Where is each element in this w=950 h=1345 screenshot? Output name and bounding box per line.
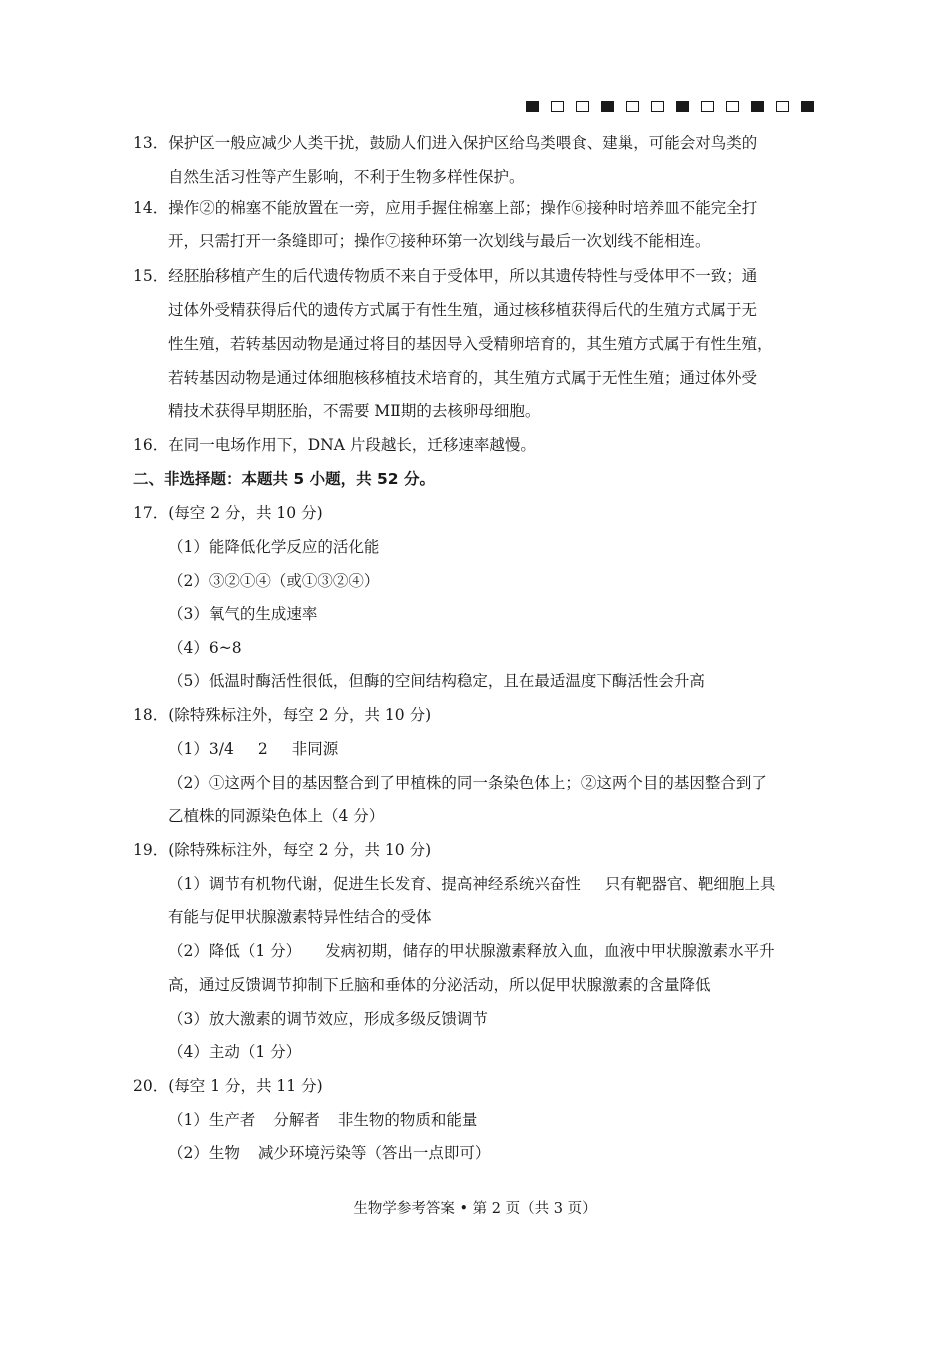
filled-square-mark [801,101,814,112]
filled-square-mark [751,101,764,112]
answer-17-5: （5）低温时酶活性很低，但酶的空间结构稳定，且在最适温度下酶活性会升高 [168,672,705,690]
answer-18-1-part-2: 2 [257,740,268,758]
answer-20-1-part-1: （1）生产者 [168,1111,256,1129]
answer-19-2-line-1 [168,941,775,961]
page-footer: 生物学参考答案 • 第 2 页（共 3 页） [353,1201,597,1217]
answer-19-1-part-1: （1）调节有机物代谢，促进生长发育、提高神经系统兴奋性 [168,875,581,893]
answer-15-line-3: 性生殖，若转基因动物是通过将目的基因导入受精卵培育的，其生殖方式属于有性生殖， [168,335,773,353]
empty-square-mark [776,101,789,112]
answer-20-1 [168,1110,477,1130]
answer-20-1-part-3: 非生物的物质和能量 [337,1111,478,1129]
answer-15-line-5: 精技术获得早期胚胎，不需要 MⅡ期的去核卵母细胞。 [168,402,541,420]
answer-17-2: （2）③②①④（或①③②④） [168,572,380,590]
answer-18-1-part-1: （1）3/4 [168,740,234,758]
empty-square-mark [726,101,739,112]
answer-19-1-line-1 [168,874,775,894]
answer-20-1-part-2: 分解者 [273,1111,320,1129]
answer-13-line-1: 13．保护区一般应减少人类干扰，鼓励人们进入保护区给鸟类喂食、建巢，可能会对鸟类的 [133,134,758,152]
answer-18-1 [168,739,338,759]
answer-15-line-4: 若转基因动物是通过体细胞核移植技术培育的，其生殖方式属于无性生殖；通过体外受 [168,369,758,387]
answer-20-2-part-1: （2）生物 [168,1144,240,1162]
filled-square-mark [526,101,539,112]
answer-15-line-1: 15．经胚胎移植产生的后代遗传物质不来自于受体甲，所以其遗传特性与受体甲不一致；通 [133,267,758,285]
answer-18-title: 18．(除特殊标注外，每空 2 分，共 10 分) [133,706,432,724]
answer-19-1-line-2: 有能与促甲状腺激素特异性结合的受体 [168,908,432,926]
answer-19-4: （4）主动（1 分） [168,1043,302,1061]
empty-square-mark [551,101,564,112]
answer-16-line-1: 16．在同一电场作用下，DNA 片段越长，迁移速率越慢。 [133,436,536,454]
filled-square-mark [601,101,614,112]
answer-17-4: （4）6~8 [168,639,242,657]
answer-20-2-part-2: 减少环境污染等（答出一点即可） [257,1144,491,1162]
answer-19-3: （3）放大激素的调节效应，形成多级反馈调节 [168,1010,488,1028]
section-2-heading: 二、非选择题：本题共 5 小题，共 52 分。 [133,470,435,488]
answer-15-line-2: 过体外受精获得后代的遗传方式属于有性生殖，通过核移植获得后代的生殖方式属于无 [168,301,758,319]
empty-square-mark [701,101,714,112]
empty-square-mark [626,101,639,112]
empty-square-mark [651,101,664,112]
answer-17-3: （3）氧气的生成速率 [168,605,318,623]
answer-19-2-part-1: （2）降低（1 分） [168,942,302,960]
answer-18-2-line-1: （2）①这两个目的基因整合到了甲植株的同一条染色体上；②这两个目的基因整合到了 [168,774,767,792]
answer-18-1-part-3: 非同源 [291,740,339,758]
answer-17-title: 17．(每空 2 分，共 10 分) [133,504,323,522]
answer-19-2-part-2: 发病初期，储存的甲状腺激素释放入血，血液中甲状腺激素水平升 [325,942,775,960]
answer-13-line-2: 自然生活习性等产生影响，不利于生物多样性保护。 [168,168,525,186]
answer-19-title: 19．(除特殊标注外，每空 2 分，共 10 分) [133,841,432,859]
answer-14-line-1: 14．操作②的棉塞不能放置在一旁，应用手握住棉塞上部；操作⑥接种时培养皿不能完全打 [133,199,758,217]
answer-19-2-line-2: 高，通过反馈调节抑制下丘脑和垂体的分泌活动，所以促甲状腺激素的含量降低 [168,976,711,994]
answer-18-2-line-2: 乙植株的同源染色体上（4 分） [168,807,385,825]
header-square-marks [526,101,814,112]
answer-20-title: 20．(每空 1 分，共 11 分) [133,1077,323,1095]
answer-14-line-2: 开，只需打开一条缝即可；操作⑦接种环第一次划线与最后一次划线不能相连。 [168,232,711,250]
empty-square-mark [576,101,589,112]
answer-19-1-part-2: 只有靶器官、靶细胞上具 [604,875,776,893]
answer-17-1: （1）能降低化学反应的活化能 [168,538,380,556]
answer-20-2 [168,1143,490,1163]
filled-square-mark [676,101,689,112]
